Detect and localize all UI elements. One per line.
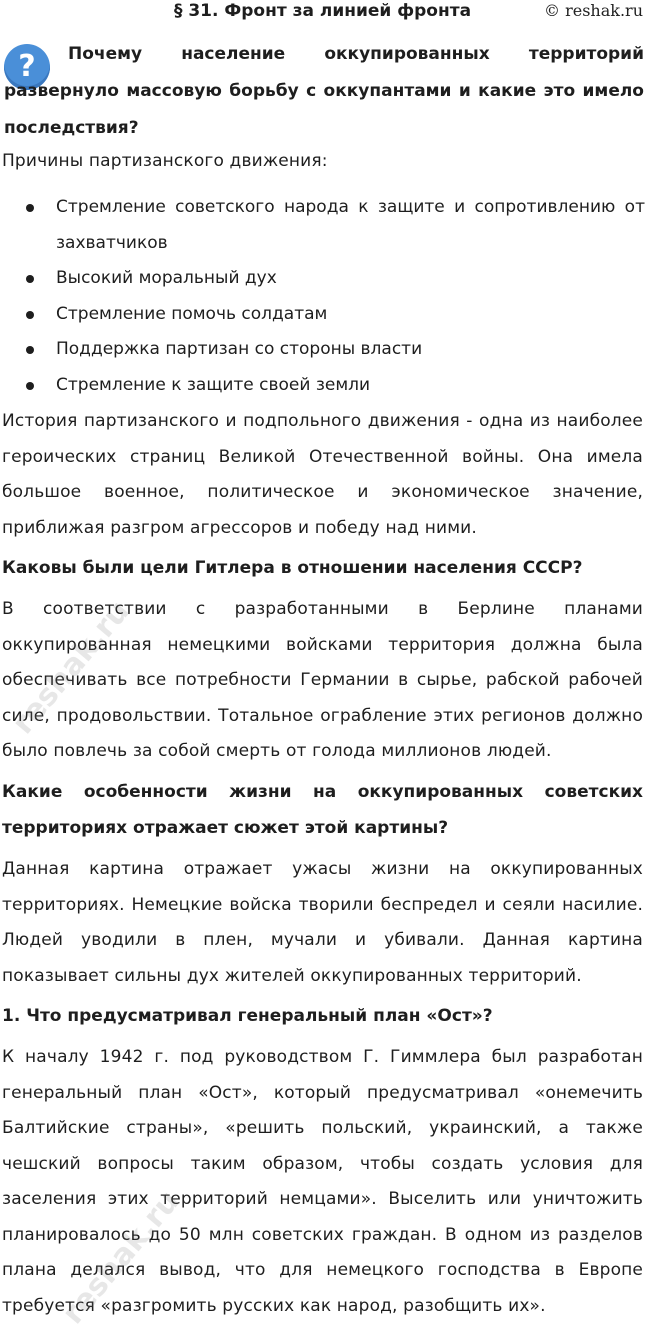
list-item [0, 368, 645, 404]
watermark: reshak.ru [5, 594, 137, 741]
list-item [0, 190, 645, 261]
answer-paragraph-plan-ost: К началу 1942 г. под руководством Г. Гиммлера был разработан генеральный план «Ост», который предусматривал «онемечить Балтийские страны», «решить польский, украинский, а также чешский вопросы таким образом, чтобы создать условия для заселения этих территорий немцами». Выселить или уничтожить планировалось до 50 млн советских граждан. В одном из разделов плана делался вывод, что для немецкого господства в Европе требуется «разгромить русских как народ, разобщить их». [2, 1047, 643, 1316]
answer-paragraph-painting: Данная картина отражает ужасы жизни на оккупированных территориях. Немецкие войска творили беспредел и сеяли насилие. Людей уводили в плен, мучали и убивали. Данная картина показывает сильны дух жителей оккупированных территорий. [2, 859, 643, 986]
bullet-icon [26, 311, 34, 319]
question-mark-glyph: ? [18, 49, 36, 84]
list-item [0, 261, 645, 297]
site-copyright[interactable]: © reshak.ru [544, 1, 643, 20]
watermark: reshak.ru [55, 1184, 187, 1331]
reasons-list [0, 190, 645, 403]
bullet-icon [26, 382, 34, 390]
list-item [0, 332, 645, 368]
list-item-text: Высокий моральный дух [56, 268, 277, 288]
conclusion-paragraph: История партизанского и подпольного движения - одна из наиболее героических страниц Великой Отечественной войны. Она имела большое военное, политическое и экономическое значение, приближая разгром агрессоров и победу над ними. [2, 411, 643, 538]
list-item-text: Стремление советского народа к защите и сопротивлению от захватчиков [56, 197, 645, 253]
bullet-icon [26, 346, 34, 354]
list-item [0, 297, 645, 333]
section-heading-painting: Какие особенности жизни на оккупированных советских территориях отражает сюжет этой картины? [2, 782, 643, 838]
bullet-icon [26, 204, 34, 212]
paragraph-title: § 31. Фронт за линией фронта [173, 1, 472, 21]
list-item-text: Стремление помочь солдатам [56, 303, 328, 324]
question-heading: Почему население оккупированных территорий развернуло массовую борьбу с оккупантами и какие это имело последствия? [4, 44, 644, 138]
section-heading-plan-ost: 1. Что предусматривал генеральный план «Ост»? [2, 1006, 493, 1026]
list-item-text: Поддержка партизан со стороны власти [56, 339, 423, 359]
list-item-text: Стремление к защите своей земли [56, 374, 371, 395]
answer-paragraph-hitler-goals: В соответствии с разработанными в Берлине планами оккупированная немецкими войсками территория должна была обеспечивать все потребности Германии в сырье, рабской рабочей силе, продовольствии. Тотальное ограбление этих регионов должно было повлечь за собой смерть от голода миллионов людей. [2, 599, 643, 761]
bullet-icon [26, 275, 34, 283]
reasons-intro: Причины партизанского движения: [2, 151, 328, 171]
section-heading-hitler-goals: Каковы были цели Гитлера в отношении населения СССР? [2, 558, 583, 578]
